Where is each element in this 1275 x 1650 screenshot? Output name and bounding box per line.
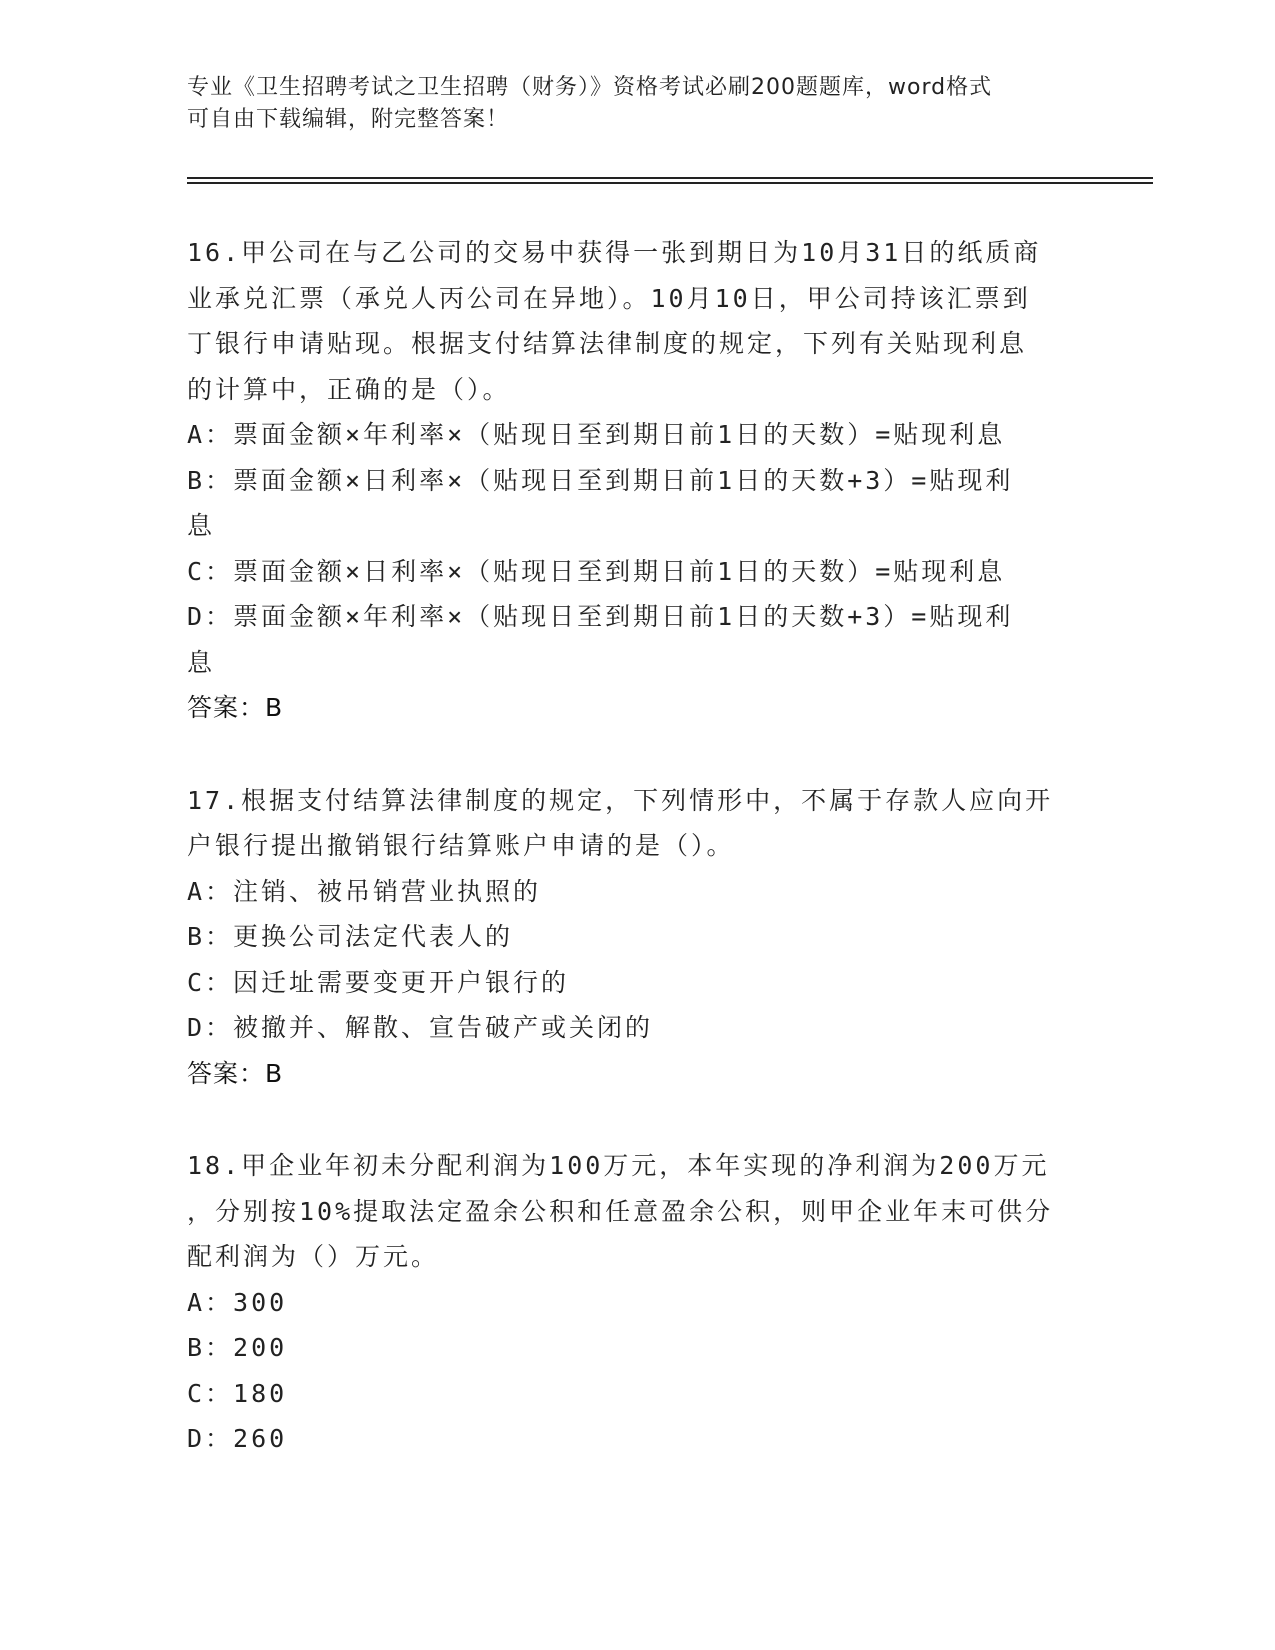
question-16: [187, 230, 1077, 731]
option-c: C：因迁址需要变更开户银行的: [187, 967, 570, 997]
question-stem-line: 丁银行申请贴现。根据支付结算法律制度的规定，下列有关贴现利息: [187, 329, 1028, 358]
question-stem-line: 16.甲公司在与乙公司的交易中获得一张到期日为10月31日的纸质商: [187, 238, 1042, 267]
header-divider-top: [187, 177, 1153, 179]
question-stem-line: ，分别按10%提取法定盈余公积和任意盈余公积，则甲企业年末可供分: [187, 1196, 1054, 1226]
question-stem-line: 17.根据支付结算法律制度的规定，下列情形中，不属于存款人应向开: [187, 785, 1054, 815]
question-stem-line: 18.甲企业年初未分配利润为100万元，本年实现的净利润为200万元: [187, 1151, 1050, 1180]
question-17: [187, 778, 1077, 1097]
option-a: A：票面金额×年利率×（贴现日至到期日前1日的天数）=贴现利息: [187, 420, 1006, 449]
option-d: D：票面金额×年利率×（贴现日至到期日前1日的天数+3）=贴现利: [187, 602, 1014, 631]
option-b: B：更换公司法定代表人的: [187, 922, 514, 951]
option-a: A：300: [187, 1287, 288, 1317]
question-stem-line: 配利润为（）万元。: [187, 1242, 440, 1271]
option-c: C：票面金额×日利率×（贴现日至到期日前1日的天数）=贴现利息: [187, 556, 1006, 586]
option-b: B：200: [187, 1333, 288, 1362]
option-d: D：被撤并、解散、宣告破产或关闭的: [187, 1013, 654, 1042]
question-stem-line: 业承兑汇票（承兑人丙公司在异地）。10月10日，甲公司持该汇票到: [187, 283, 1031, 313]
question-18: [187, 1143, 1077, 1462]
option-c: C：180: [187, 1378, 288, 1408]
answer-label: 答案：B: [187, 1058, 284, 1088]
question-list: [187, 230, 1077, 1462]
option-d: D：260: [187, 1424, 288, 1453]
header-line: 专业《卫生招聘考试之卫生招聘（财务）》资格考试必刷200题题库，word格式: [187, 75, 993, 100]
question-stem-line: 的计算中，正确的是（）。: [187, 374, 511, 404]
question-stem-line: 户银行提出撤销银行结算账户申请的是（）。: [187, 831, 735, 860]
option-d-continued: 息: [187, 647, 216, 677]
header-divider-bottom: [187, 182, 1153, 184]
option-b-continued: 息: [187, 511, 216, 540]
option-b: B：票面金额×日利率×（贴现日至到期日前1日的天数+3）=贴现利: [187, 465, 1014, 495]
option-a: A：注销、被吊销营业执照的: [187, 876, 542, 906]
document-header: [187, 72, 1067, 136]
answer-label: 答案：B: [187, 693, 284, 722]
header-line: 可自由下载编辑，附完整答案！: [187, 107, 510, 132]
